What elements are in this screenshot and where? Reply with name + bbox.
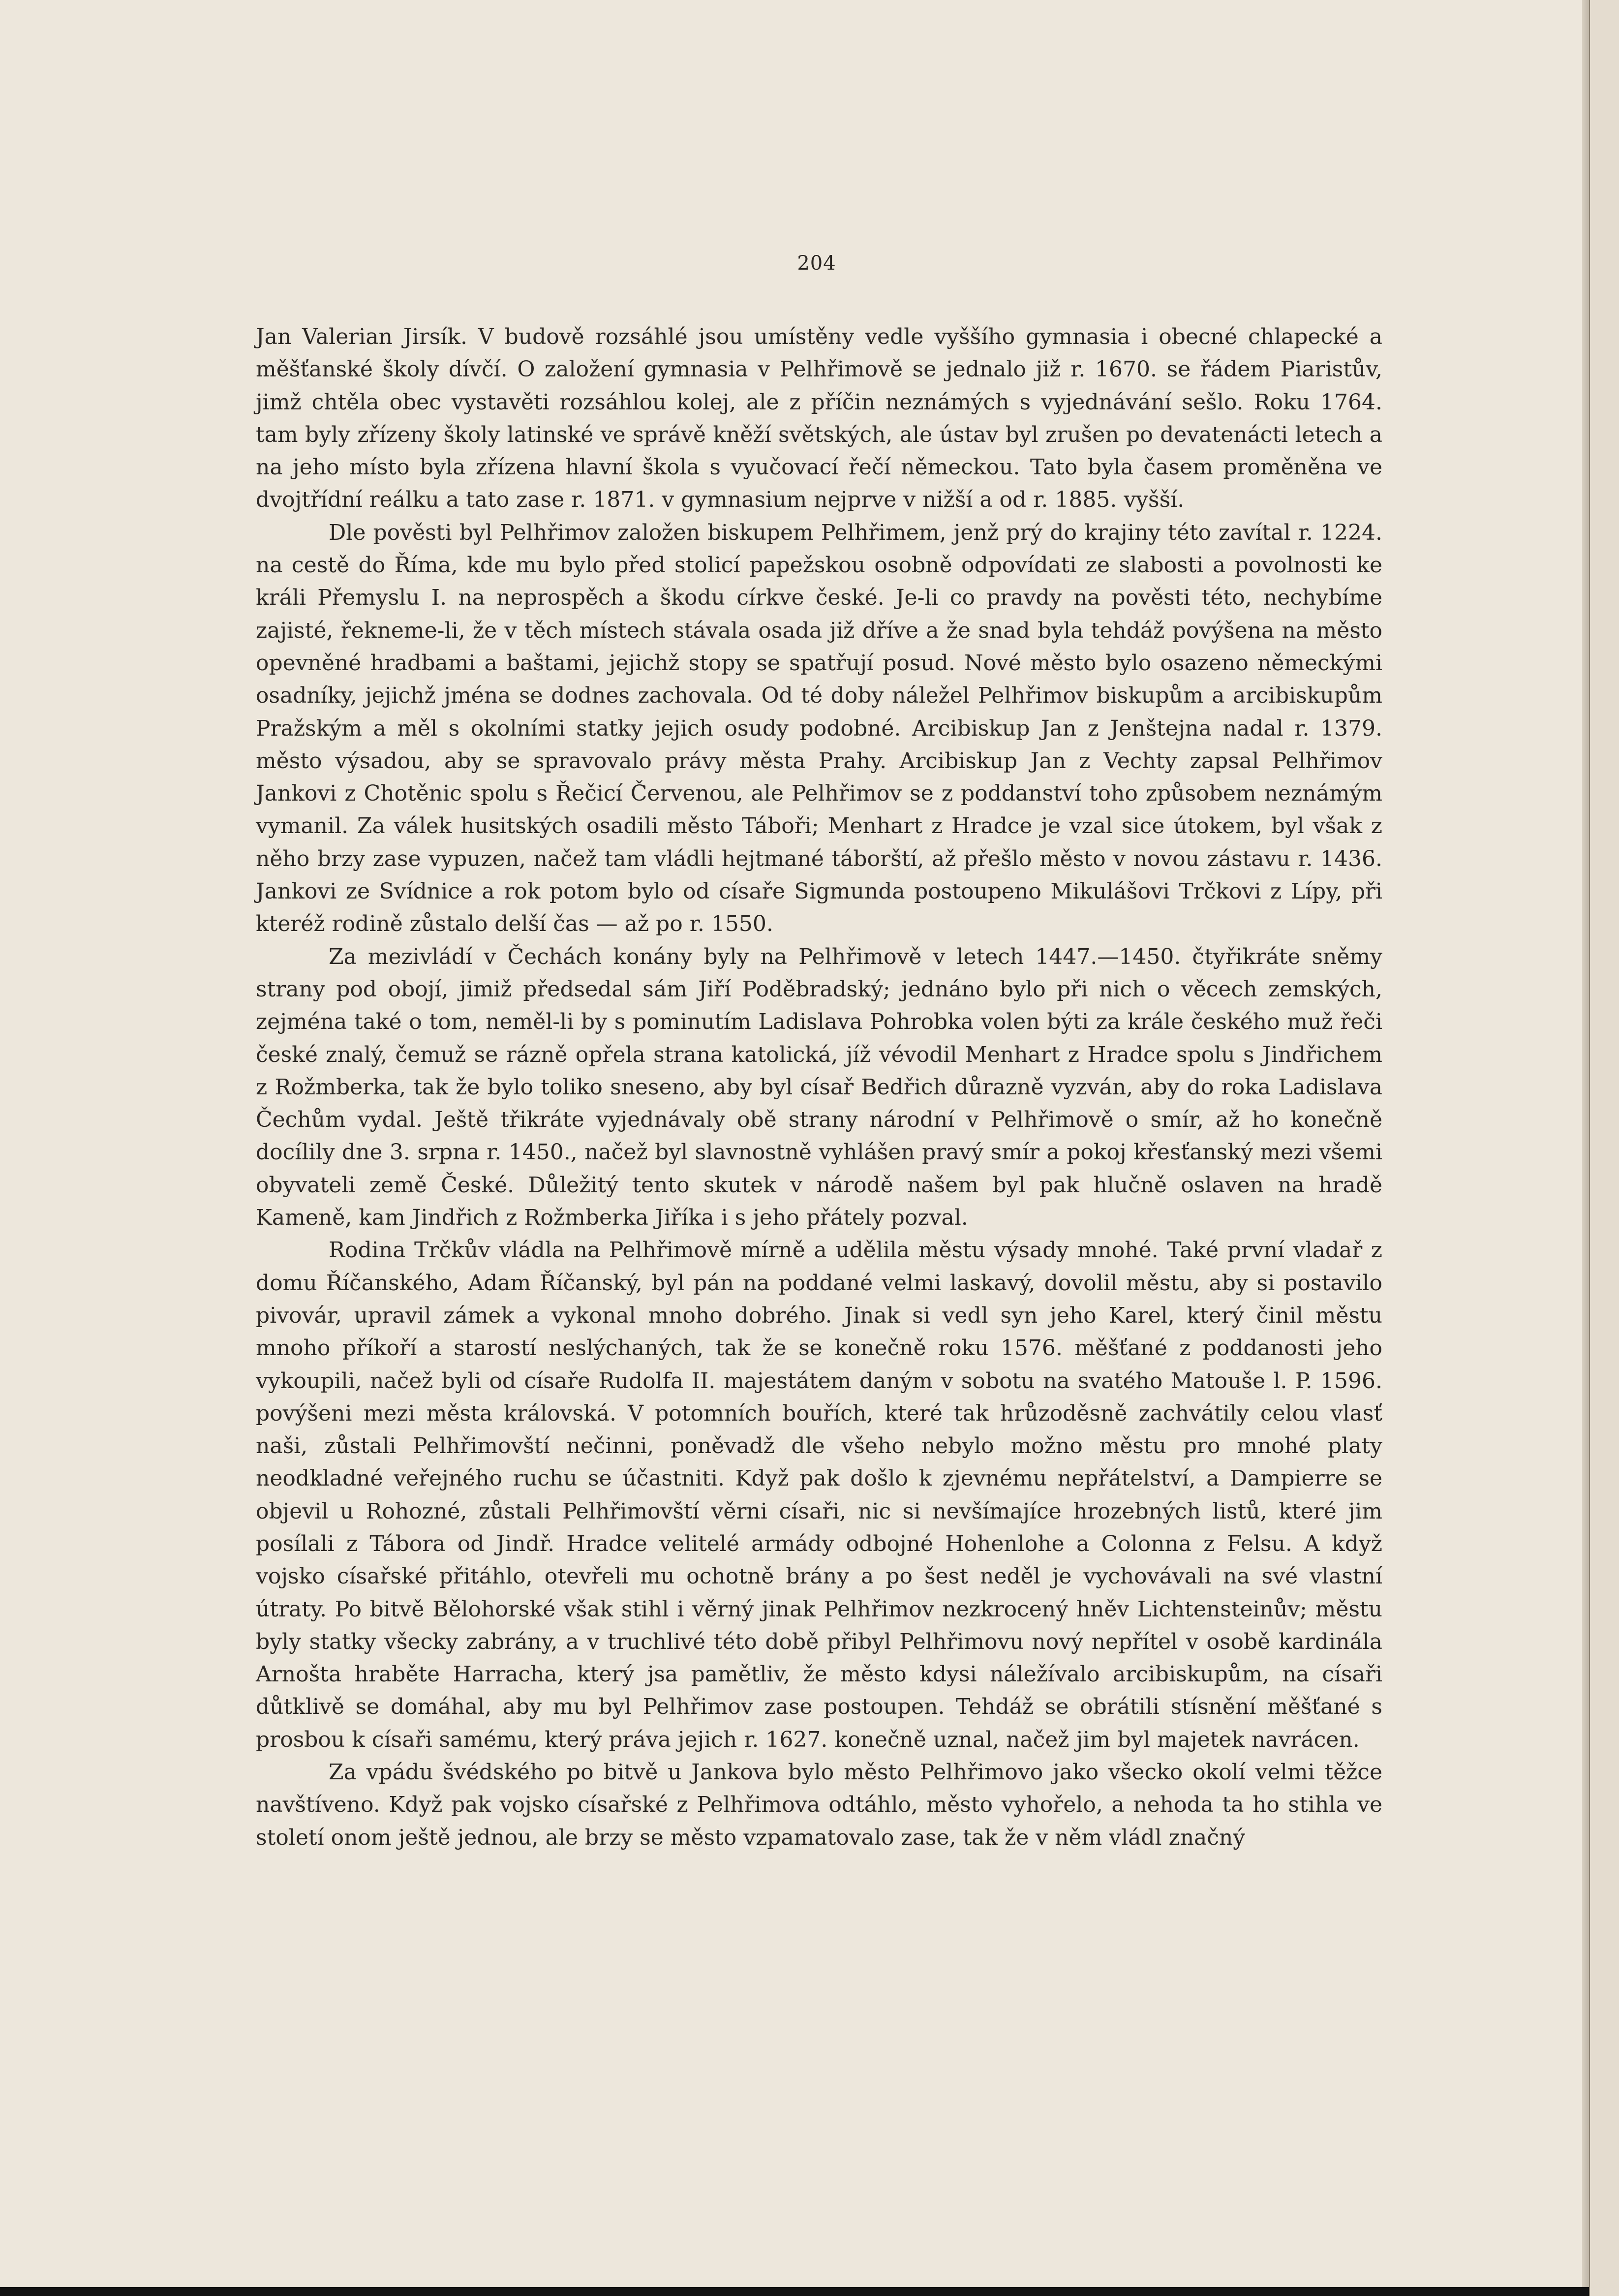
adjacent-page-edge (1589, 0, 1619, 2296)
paragraph: Jan Valerian Jirsík. V budově rozsáhlé jsou umístěny vedle vyššího gymnasia i obecné chlapecké a měšťanské školy dívčí. O založení gymnasia v Pelhřimově se jednalo již r. 1670. se řádem Piaristův, jimž chtěla obec vystavěti rozsáhlou kolej, ale z příčin neznámých s vyjednávání sešlo. Roku 1764. tam byly zřízeny školy latinské ve správě kněží světských, ale ústav byl zrušen po devatenácti letech a na jeho místo byla zřízena hlavní škola s vyučovací řečí německou. Tato byla časem proměněna ve dvojtřídní reálku a tato zase r. 1871. v gymnasium nejprve v nižší a od r. 1885. vyšší. (256, 324, 1382, 513)
paragraph: Za vpádu švédského po bitvě u Jankova bylo město Pelhřimovo jako všecko okolí velmi těžce navštíveno. Když pak vojsko císařské z Pelhřimova odtáhlo, město vyhořelo, a nehoda ta ho stihla ve století onom ještě jednou, ale brzy se město vzpamatovalo zase, tak že v něm vládl značný (256, 1760, 1382, 1850)
page-gutter (1582, 0, 1589, 2287)
paragraph: Dle pověsti byl Pelhřimov založen biskupem Pelhřimem, jenž prý do krajiny této zavítal r. 1224. na cestě do Říma, kde mu bylo před stolicí papežskou osobně odpovídati ze slabosti a povolnosti ke králi Přemyslu I. na neprospěch a škodu církve české. Je-li co pravdy na pověsti této, nechybíme zajisté, řekneme-li, že v těch místech stávala osada již dříve a že snad byla tehdáž povýšena na město opevněné hradbami a baštami, jejichž stopy se spatřují posud. Nové město bylo osazeno německými osadníky, jejichž jména se dodnes zachovala. Od té doby náležel Pelhřimov biskupům a arcibiskupům Pražským a měl s okolními statky jejich osudy podobné. Arcibiskup Jan z Jenštejna nadal r. 1379. město výsadou, aby se spravovalo právy města Prahy. Arcibiskup Jan z Vechty zapsal Pelhřimov Jankovi z Chotěnic spolu s Řečicí Červenou, ale Pelhřimov se z poddanství toho způsobem neznámým vymanil. Za válek husitských osadili město Táboři; Menhart z Hradce je vzal sice útokem, byl však z něho brzy zase vypuzen, načež tam vládli hejtmané táborští, až přešlo město v novou zástavu r. 1436. Jankovi ze Svídnice a rok potom bylo od císaře Sigmunda postoupeno Mikulášovi Trčkovi z Lípy, při kteréž rodině zůstalo delší čas — až po r. 1550. (256, 520, 1382, 937)
page-number: 204 (797, 252, 836, 275)
body-text (256, 321, 1382, 1854)
paragraph: Rodina Trčkův vládla na Pelhřimově mírně a udělila městu výsady mnohé. Také první vladař z domu Říčanského, Adam Říčanský, byl pán na poddané velmi laskavý, dovolil městu, aby si postavilo pivovár, upravil zámek a vykonal mnoho dobrého. Jinak si vedl syn jeho Karel, který činil městu mnoho příkoří a starostí neslýchaných, tak že se konečně roku 1576. měšťané z poddanosti jeho vykoupili, načež byli od císaře Rudolfa II. majestátem daným v sobotu na svatého Matouše l. P. 1596. povýšeni mezi města královská. V potomních bouřích, které tak hrůzoděsně zachvátily celou vlasť naši, zůstali Pelhřimovští nečinni, poněvadž dle všeho nebylo možno městu pro mnohé platy neodkladné veřejného ruchu se účastniti. Když pak došlo k zjevnému nepřátelství, a Dampierre se objevil u Rohozné, zůstali Pelhřimovští věrni císaři, nic si nevšímajíce hrozebných listů, které jim posílali z Tábora od Jindř. Hradce velitelé armády odbojné Hohenlohe a Colonna z Felsu. A když vojsko císařské přitáhlo, otevřeli mu ochotně brány a po šest neděl je vychovávali na své vlastní útraty. Po bitvě Bělohorské však stihl i věrný jinak Pelhřimov nezkrocený hněv Lichtensteinův; městu byly statky všecky zabrány, a v truchlivé této době přibyl Pelhřimovu nový nepřítel v osobě kardinála Arnošta hraběte Harracha, který jsa pamětliv, že město kdysi náležívalo arcibiskupům, na císaři důtklivě se domáhal, aby mu byl Pelhřimov zase postoupen. Tehdáž se obrátili stísnění měšťané s prosbou k císaři samému, který práva jejich r. 1627. konečně uznal, načež jim byl majetek navrácen. (256, 1238, 1382, 1752)
paragraph: Za mezivládí v Čechách konány byly na Pelhřimově v letech 1447.—1450. čtyřikráte sněmy strany pod obojí, jimiž předsedal sám Jiří Poděbradský; jednáno bylo při nich o věcech zemských, zejména také o tom, neměl-li by s pominutím Ladislava Pohrobka volen býti za krále českého muž řeči české znalý, čemuž se rázně opřela strana katolická, jíž vévodil Menhart z Hradce spolu s Jindřichem z Rožmberka, tak že bylo toliko sneseno, aby byl císař Bedřich důrazně vyzván, aby do roka Ladislava Čechům vydal. Ještě třikráte vyjednávaly obě strany národní v Pelhřimově o smír, až ho konečně docílily dne 3. srpna r. 1450., načež byl slavnostně vyhlášen pravý smír a pokoj křesťanský mezi všemi obyvateli země České. Důležitý tento skutek v národě našem byl pak hlučně oslaven na hradě Kameně, kam Jindřich z Rožmberka Jiříka i s jeho přátely pozval. (256, 944, 1382, 1231)
